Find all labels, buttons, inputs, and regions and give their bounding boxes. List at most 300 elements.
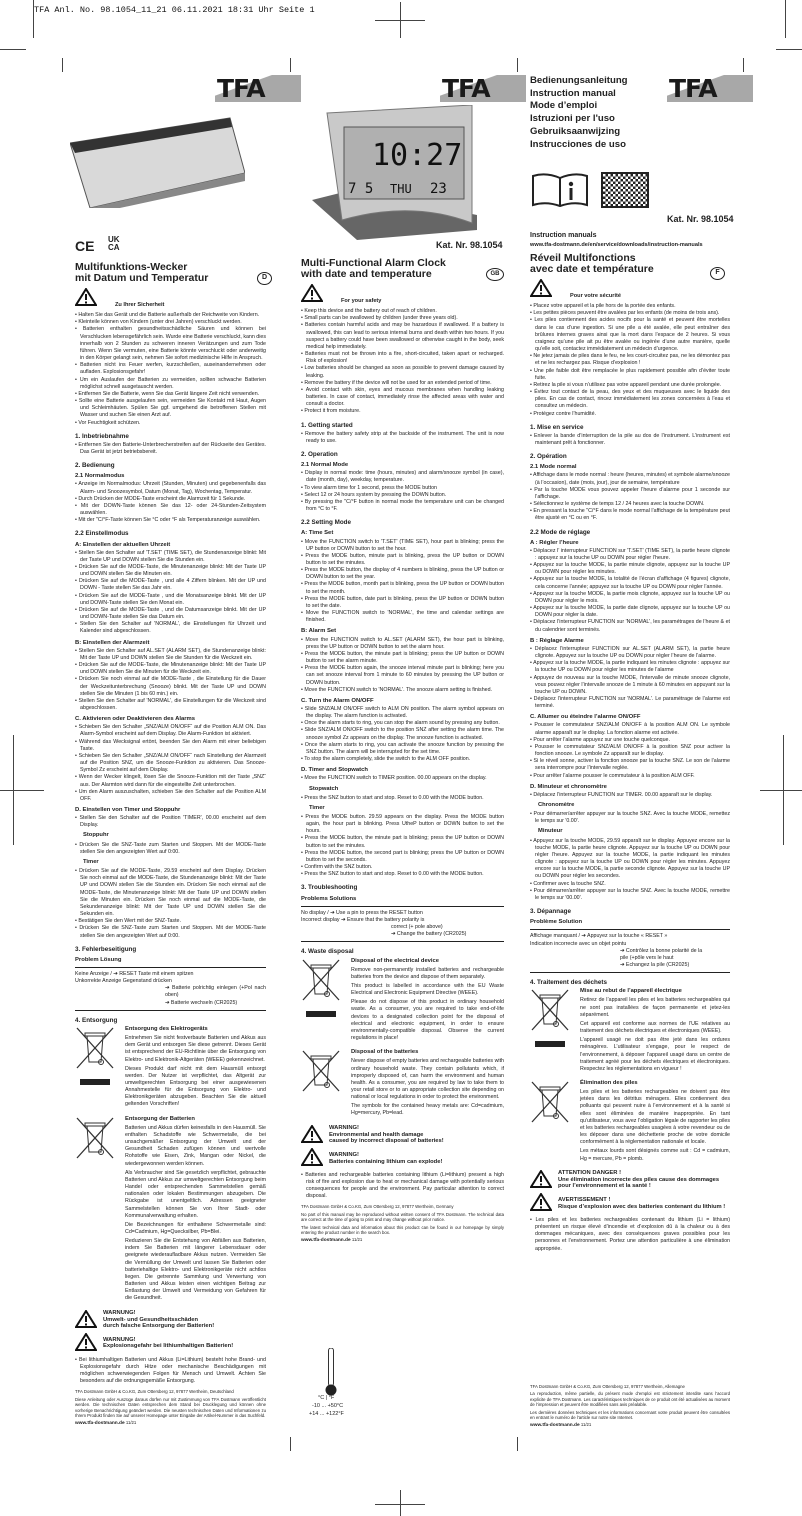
disposal-heading: Entsorgung der Batterien [125,1115,195,1122]
bullet-item: • Move the FUNCTION switch to 'T.SET' (TIME SET), hour part is blinking; press the UP button or DOWN button to set the hour. [301,538,504,552]
disposal-paragraph: Retirez de l’appareil les piles et les batteries rechargeables qui ne sont pas installées de façon permanente et jetez-les séparément. [580,997,730,1018]
bullet-item: • Stellen Sie den Schalter auf die Position 'TIMER', 00.00 erscheint auf dem Display. [75,815,266,829]
disposal-block [75,1026,266,1111]
bullet-item: • Schieben Sie den Schalter „SNZ/ALM ON/OFF“ nach Einstellung der Alarmzeit auf die Position SNZ, um die Snooze-Funktion zu aktivieren. Das Snooze-Symbol Zz erscheint auf dem Display. [75,752,266,774]
bullet-item: • Pour démarrer/arrêter appuyer sur la touche SNZ. Avec la touche MODE, remettre le temps sur '00.00'. [530,887,730,901]
subsection-heading: C. Aktivieren oder Deaktivieren des Alarms [75,716,196,723]
bullet-item: • Protect it from moisture. [301,408,361,415]
disposal-heading: Mise au rebut de l’appareil électrique [580,988,682,995]
bullet-item: • Press the MODE button. 29.59 appears on the display. Press the MODE button again, the hour part is blinking. Press UtheP button or DOWN button to set the hours. [301,814,504,835]
subsection-heading: D. Minuteur et chronomètre [530,783,607,790]
section-heading: 2. Bedienung [75,462,115,470]
language-title: Instruction manual [530,87,616,99]
section-heading: 1. Inbetriebnahme [75,432,129,440]
clock-time: 10:27 [372,138,463,173]
disposal-text [125,1116,266,1305]
bullet-item: • Slide SNZ/ALM ON/OFF switch to the position SNZ after setting the alarm time. The snooze symbol Zz appears on the display. The snooze function is activated. [301,727,504,741]
solution-row: ➔ Change the battery (CR2025) [391,931,467,938]
en-language-badge: GB [486,268,504,281]
warning-icon [301,1125,323,1146]
crossed-bin-icon [75,1026,119,1111]
bullet-item: • Drücken Sie auf die MODE-Taste , und alle 4 Ziffern blinken. Mit der UP und DOWN - Taste stellen Sie das Jahr ein. [75,578,266,592]
subsection-heading: 2.1 Normal Mode [301,462,349,469]
bullet-item: • Entfernen Sie den Batterie-Unterbrecherstreifen auf der Rückseite des Gerätes. Das Gerät ist jetzt betriebsbereit. [75,441,266,455]
bullet-item: • Bestätigen Sie den Wert mit der SNZ-Taste. [75,918,181,925]
bullet-item: • By pressing the "C/°F button in normal mode the temperature unit can be changed from °C to °F. [301,498,504,513]
footer-web [301,1237,504,1243]
disposal-paragraph: The symbols for the contained heavy metals are: Cd=cadmium, Hg=mercury, Pb=lead. [351,1103,504,1117]
crossed-bin-icon [530,1080,574,1165]
warning-text: WARNUNG! Explosionsgefahr bei lithiumhaltigen Batterien! [103,1336,234,1350]
language-title: Istruzioni per l'uso [530,113,615,125]
disposal-block [75,1116,266,1305]
bullet-item: • Kleinteile können von Kindern (unter drei Jahren) verschluckt werden. [75,319,242,326]
disposal-block [530,1080,730,1165]
logo-text: TFA [442,74,490,103]
disposal-paragraph: Les piles et les batteries rechargeables ne doivent pas être jetées dans les détritus ménagers. Elles contiennent des polluants qui peuvent nuire à l’environnement et à la santé si elles sont éliminées de manière inappropriée. En tant qu’utilisateur, vous avez l’obligation légale de rapporter les piles et les batteries rechargeables usagées à votre revendeur ou de les déposer dans une déchetterie proche de votre domicile conformément à la réglementation nationale et locale. [580,1089,730,1146]
bullet-item: • Appuyez sur la touche MODE, la partie date clignote, appuyez sur la touche UP ou DOWN pour régler la date. [530,605,730,619]
disposal-paragraph: Never dispose of empty batteries and rechargeable batteries with ordinary household waste. They contain pollutants which, if improperly disposed of, can harm the environment and human health. As a consumer, you are required by law to take them to your retail store or to an appropriate collection site depending on national or local regulations in order to protect the environment. [351,1058,504,1101]
temp-units: °C | °F [318,1395,335,1401]
warning-text: WARNING! Environmental and health damage caused by incorrect disposal of batteries! [329,1125,444,1145]
footer-line: Diese Anleitung oder Auszüge daraus dürfen nur mit Zustimmung von TFA Dostmann veröffentlicht werden. Die technischen Daten entsprechen dem Stand bei Drucklegung und können ohne vorherige Benachrichtigung geändert werden. Die neusten technischen Daten und Informationen zu Ihrem Produkt finden Sie auf unserer Homepage unter Eingabe der Artikel-Nummer in das Suchfeld. [75,1396,266,1418]
bullet-item: • Protégez contre l’humidité. [530,410,597,417]
bullet-item: • Slide SNZ/ALM ON/OFF switch to ALM ON position. The alarm symbol appears on the display. The alarm function is activated. [301,705,504,720]
subsection-heading: A: Time Set [301,530,334,537]
footer-line: TFA Dostmann GmbH & Co.KG, Zum Ottersberg 12, 97877 Wertheim, Allemagne [530,1384,685,1389]
logo-text: TFA [669,74,717,103]
bullet-item: • Display in normal mode: time (hours, minutes) and alarm/snooze symbol (in case), date (month, day), weekday, temperature. [301,470,504,484]
bullet-item: • Press the MODE button, the display of 4 numbers is blinking, press the UP button or DOWN button to set the year. [301,567,504,581]
bullet-item: • Les piles contiennent des acides nocifs pour la santé et peuvent être mortelles dans le cas d’une ingestion. Si une pile a été avalée, elle peut entraîner des brûlures internes graves ainsi que la mort dans l’espace de 2 heures. Si vous craignez qu’une pile ait pu être avalée ou ingérée d’une autre manière, quelle qu’elle soit, contactez immédiatement un médecin d’urgence. [530,317,730,353]
temp-range-f: +14 ... +122°F [309,1411,344,1417]
solution-row: ➔ Batterie polrichtig einlegen (+Pol nach oben) [165,985,266,999]
subheading: Stoppuhr [83,832,109,839]
crop-mark [785,0,786,38]
solution-row: ➔ Echangez la pile (CR2025) [620,961,690,968]
warning-text: ATTENTION DANGER ! Une élimination incorrecte des piles cause des dommages pour l’environnement et la santé ! [558,1170,720,1190]
manual-book-icon [531,172,589,208]
bullet-item: • Remove the battery if the device will not be used for an extended period of time. [301,379,492,386]
section-heading: 2. Operation [301,450,338,458]
bullet-item: • Appuyez sur la touche MODE, la partie mois clignote, appuyez sur la touche UP ou DOWN pour régler le mois. [530,590,730,604]
bullet-item: • Batteries and rechargeable batteries containing lithium (Li=lithium) present a high risk of fire and explosion due to heat or mechanical damage with potentially serious consequences for people and the environment. Pay particular attention to correct disposal. [301,1171,504,1200]
crop-mark [33,0,34,38]
crop-mark [290,58,291,72]
footer-line: No part of this manual may be reproduced without written consent of TFA Dostmann. The technical data are correct at the time of going to print and may change without prior notice. [301,1211,504,1223]
en-title: Multi-Functional Alarm Clock with date and temperature [301,257,446,280]
bullet-item: • Pour arrêter l’alarme pousser le commutateur à la position ALM OFF. [530,772,695,779]
bullet-item: • Avoid contact with skin, eyes and mucous membranes when handling leaking batteries. In case of contact, immediately rinse the affected areas with water and consult a doctor. [301,386,504,408]
bullet-item: • Press the MODE button, date part is blinking, press the UP button or DOWN button to set the date. [301,595,504,609]
safety-title: For your safety [341,298,382,304]
crop-mark [0,49,26,50]
crossed-bin-icon [530,988,574,1075]
bullet-item: • Déplacez l’interrupteur FUNCTION sur 'NORMAL'. Le paramétrage de l’alarme est terminé. [530,695,730,710]
bullet-item: • Press the SNZ button to start and stop. Reset to 0.00 with the MODE button. [301,794,484,801]
bullet-item: • Move the FUNCTION switch to TIMER position. 00.00 appears on the display. [301,775,487,782]
bullet-item: • Pousser le commutateur SNZ/ALM ON/OFF à la position SNZ pour activer la fonction snooze. Le symbole Zz apparaît sur le display. [530,743,730,758]
troubleshooting-table [75,967,266,1011]
bullet-item: • Drücken Sie noch einmal auf die MODE-Taste , die Einstellung für die Dauer der Weckzeitunterbrechung (Snooze) blinkt. Mit der Taste UP und DOWN stellen Sie die Minuten (1 bis 60 min.) ein. [75,676,266,697]
temp-range-c: -10 ... +50°C [312,1403,344,1409]
bullet-item: • Confirm with the SNZ button. [301,864,373,871]
subsection-heading: C. Allumer ou éteindre l’alarme ON/OFF [530,714,641,721]
crop-mark [783,735,784,845]
section-heading: 4. Waste disposal [301,948,354,956]
solution-row: ➔ Contrôlez la bonne polarité de la [620,947,703,954]
product-image-folded [70,113,245,208]
language-title: Mode d’emploi [530,100,598,112]
warning-notice [530,1170,730,1191]
crop-mark [776,49,802,50]
product-image-clock [312,105,477,240]
safety-heading [301,284,504,305]
language-title: Instrucciones de uso [530,138,626,150]
bullet-item: • Si le réveil sonne, activer la fonction snooze par la touche SNZ. Le son de l’alarme sera interrompre pour l’intervalle reglée. [530,758,730,772]
bullet-item: • Appuyez sur la touche MODE, 29.59 apparaît sur le display. Appuyez encore sur la touche MODE, la partie heure clignote. Appuyez sur la touche UP ou DOWN pour régler l’heure. Appuyez sur la touche MODE, la partie indiquant les minutes clignote : appuyez sur la touche UP ou DOWN pour régler les minutes. Appuyez encore sur la touche MODE, la partie seconde clignote. Appuyez sur la touche UP ou DOWN pour régler les secondes. [530,837,730,880]
footer [75,1389,266,1426]
svg-text:7 5: 7 5 [348,181,374,197]
tfa-logo [667,75,753,102]
bullet-item: • Déplacez l’ interrupteur FUNCTION sur 'T.SET' (TIME SET), la partie heure clignote : appuyez sur la touche UP ou DOWN pour régler l’heure. [530,547,730,561]
disposal-paragraph: Dieses Produkt darf nicht mit dem Hausmüll entsorgt werden. Der Nutzer ist verpflichtet, das Altgerät zur umweltgerechten Entsorgung bei einer ausgewiesenen Annahmestelle für die Entsorgung von Elektro- und Elektronikgeräten abzugeben. Beachten Sie die aktuell geltenden Vorschriften! [125,1065,266,1108]
bullet-item: • Während das Wecksignal ertönt, beenden Sie den Alarm mit einer beliebigen Taste. [75,738,266,752]
disposal-paragraph: Reduzieren Sie die Entstehung von Abfällen aus Batterien, indem Sie Batterien mit längerer Lebensdauer oder geeignete wiederaufladbare Akkus nutzen. Vermeiden Sie die Vermüllung der Umwelt und lassen Sie Batterien oder batteriehaltige Elektro- und Elektronikgeräte nicht achtlos liegen. Die getrennte Sammlung und Verwertung von Batterien und Akkus leisten einen wichtigen Beitrag zur Entlastung der Umwelt und Vermeidung von Gefahren für die Gesundheit. [125,1238,266,1302]
disposal-paragraph: Batterien und Akkus dürfen keinesfalls in den Hausmüll. Sie enthalten Schadstoffe wie Schwermetalle, die bei unsachgemäßer Entsorgung der Umwelt und der Gesundheit Schaden zufügen können und wertvolle Rohstoffe wie Eisen, Zink, Mangan oder Nickel, die wiedergewonnen werden können. [125,1124,266,1167]
disposal-paragraph: L’appareil usagé ne doit pas être jeté dans les ordures ménagères. L’utilisateur s’engage, pour le respect de l’environnement, à déposer l’appareil usagé dans un centre de traitement agréé pour les déchets électriques et électroniques. Respectez les réglementations en vigueur ! [580,1037,730,1072]
bullet-item: • Ne jetez jamais de piles dans le feu, ne les court-circuitez pas, ne les démontez pas et ne les rechargez pas. Risque d’explosion ! [530,353,731,367]
subsection-heading: A: Einstellen der aktuellen Uhrzeit [75,541,171,548]
footer-line: The latest technical data and information about this product can be found in our homepage by simply entering the product number in the search box. [301,1224,504,1236]
section-heading: 1. Getting started [301,421,353,429]
footer-line: La reproduction, même partielle, du présent mode d’emploi est strictement interdite sans l’accord explicite de TFA Dostmann. Les caractéristiques techniques de ce produit ont été actualisées au moment de l’impression et peuvent être modifiées sans avis préalable. [530,1391,730,1408]
disposal-block [301,958,504,1045]
bullet-item: • Keep this device and the battery out of reach of children. [301,308,437,315]
fr-language-badge: F [710,267,725,280]
thermometer-icon [325,1348,337,1398]
bullet-item: • Press the SNZ button to start and stop. Reset to 0.00 with the MODE button. [301,871,484,878]
crop-mark [517,1437,518,1451]
subheading: Minuteur [538,828,563,835]
footer-web [75,1420,266,1426]
de-column [75,286,266,1427]
crop-mark [290,1437,291,1451]
subsection-heading: B : Réglage Alarme [530,637,584,644]
bullet-item: • Déplacez l’interrupteur FUNCTION sur 'NORMAL', les paramétrages de l’heure & et du calendrier sont terminés. [530,619,730,633]
bullet-item: • Um ein Auslaufen der Batterien zu vermeiden, sollten schwache Batterien möglichst schnell ausgetauscht werden. [75,376,266,390]
bullet-item: • Stellen Sie den Schalter auf 'NORMAL', die Einstellungen für die Weckzeit sind abgeschlossen. [75,697,266,711]
section-heading: 2. Opération [530,453,567,461]
crop-mark [0,790,44,791]
bullet-item: • Batterien nicht ins Feuer werfen, kurzschließen, auseinandernehmen oder aufladen. Explosionsgefahr! [75,362,266,376]
warning-icon [530,1193,552,1214]
ce-mark: CE [75,238,95,254]
crossed-bin-icon [75,1116,119,1305]
warning-icon [75,1310,97,1331]
kat-nr: Kat. Nr. 98.1054 [667,214,734,224]
bullet-item: • Enlever la bande d’interruption de la pile au dos de l’instrument. L’instrument est maintenant prêt à fonctionner. [530,432,730,446]
svg-text:23: 23 [430,181,447,197]
disposal-text [125,1026,266,1111]
fr-footer [530,1380,730,1429]
bullet-item: • Les petites pièces peuvent être avalées par les enfants (de moins de trois ans). [530,310,720,317]
disposal-block [530,988,730,1075]
crop-mark [517,58,518,72]
troubleshooting-table [301,906,504,943]
instruction-manuals-link[interactable]: www.tfa-dostmann.de/en/service/downloads/instruction-manuals [530,242,703,248]
bullet-item: • Confirmer avec la touche SNZ. [530,880,606,887]
bullet-item: • Drücken Sie die SNZ-Taste zum Starten und Stoppen. Mit der MODE-Taste stellen Sie den angezeigten Wert auf 0:00. [75,841,266,855]
warning-icon [75,288,97,309]
bullet-item: • Déplacez l’interrupteur FUNCTION sur TIMER. 00.00 apparaît sur le display. [530,791,713,798]
bullet-item: • Évitez tout contact de la peau, des yeux et des muqueuses avec le liquide des piles. En cas de contact, rincez immédiatement les zones concernées à l’eau et consultez un médecin. [530,389,730,410]
crop-mark [13,735,14,845]
disposal-paragraph: Cet appareil est conforme aux normes de l’UE relatives au traitement des déchets électriques et électroniques (WEEE). [580,1020,730,1035]
crossed-bin-icon [301,958,345,1045]
safety-title: Zu Ihrer Sicherheit [115,302,165,308]
bullet-item: • Affichage dans le mode normal : heure (heures, minutes) et symbole alarme/snooze (à l’occasion), date (mois, jour), jour de semaine, température [530,472,730,486]
section-heading: 3. Dépannage [530,908,571,916]
disposal-paragraph: Die Bezeichnungen für enthaltene Schwermetalle sind: Cd=Cadmium, Hg=Quecksilber, Pb=Blei. [125,1221,266,1235]
bullet-item: • Sélectionnez le système de temps 12 / 24 heures avec la touche DOWN. [530,501,705,508]
bullet-item: • Les piles et les batteries rechargeables contenant du lithium (Li = lithium) présentent un risque élevé d’incendie et d’explosion dû à la chaleur ou à des dommages mécaniques, avec des conséquences graves possibles pour les personnes et l’environnement. Portez une attention particulière à une élimination appropriée. [530,1216,730,1252]
kat-nr: Kat. Nr. 98.1054 [436,240,503,250]
bullet-item: • Batteries must not be thrown into a fire, short-circuited, taken apart or recharged. Risk of explosion! [301,351,504,365]
section-heading: 4. Traitement des déchets [530,979,607,987]
subsection-heading: B: Einstellen der Alarmzeit [75,639,150,646]
section-heading: 2.2 Setting Mode [301,519,352,527]
bullet-item: • Drücken Sie auf die MODE-Taste , und die Monatsanzeige blinkt. Mit der UP und DOWN-Taste stellen Sie den Monat ein. [75,592,266,606]
subsection-heading: Problem Lösung [75,956,122,963]
bullet-item: • To stop the alarm completely, slide the switch to the ALM OFF position. [301,756,471,763]
subsection-heading: Problems Solutions [301,895,357,902]
section-heading: 1. Mise en service [530,423,584,431]
bullet-item: • Pour démarrer/arrêter appuyer sur la touche SNZ. Avec la touche MODE, remettez le temps sur '0.00'. [530,811,730,825]
bullet-item: • Move the FUNCTION switch to 'NORMAL'. The snooze alarm setting is finished. [301,686,493,693]
subsection-heading: B: Alarm Set [301,628,337,635]
subsection-heading: A : Régler l’heure [530,539,579,546]
bullet-item: • En pressant la touche "C/°F dans le mode normal l’affichage de la température peut être ajusté en °C ou en °F. [530,508,730,522]
section-heading: 4. Entsorgung [75,1016,118,1024]
disposal-text [580,1080,730,1165]
fr-column [530,277,730,1253]
disposal-text [351,958,504,1045]
disposal-text [580,988,730,1075]
subheading: Timer [309,804,325,811]
print-header: TFA Anl. No. 98.1054_11_21 06.11.2021 18:31 Uhr Seite 1 [34,5,315,15]
footer-web [530,1422,730,1428]
bullet-item: • Entfernen Sie die Batterie, wenn Sie das Gerät längere Zeit nicht verwenden. [75,390,260,397]
subsection-heading: Problème Solution [530,919,583,926]
crop-mark [400,2,401,38]
warning-icon [75,1333,97,1354]
disposal-paragraph: This product is labelled in accordance with the EU Waste Electrical and Electronic Equipment Directive (WEEE). [351,982,504,997]
bullet-item: • Drücken Sie auf die MODE-Taste, die Minutenanzeige blinkt: Mit der Taste UP und DOWN stellen Sie die Minuten für die Weckzeit ein. [75,662,266,676]
safety-title: Pour votre sécurité [570,293,621,299]
bullet-item: • Par la touche MODE vous pouvez appeler l’heure d’alarme pour 1 seconde sur l’affichage. [530,486,730,500]
subheading: Stopwatch [309,785,339,792]
footer [530,1384,730,1429]
section-heading: 2.2 Einstellmodus [75,530,129,538]
qr-code [601,172,649,208]
disposal-paragraph: Les métaux lourds sont désignés comme suit : Cd = cadmium, Hg = mercure, Pb = plomb. [580,1148,730,1162]
bullet-item: • Mit der DOWN-Taste können Sie das 12- oder 24-Stunden-Zeitsystem auswählen. [75,502,266,517]
troubleshooting-table [530,929,730,973]
website-link[interactable]: www.tfa-dostmann.de [530,1423,580,1429]
bullet-item: • Press the MODE button, the minute part is blinking; press the UP button or DOWN button to set the minutes. [301,835,504,849]
crop-mark [62,58,63,72]
bullet-item: • Drücken Sie auf die MODE-Taste, die Minutenanzeige blinkt: Mit der Taste UP und DOWN stellen Sie die Minuten ein. [75,564,266,578]
warning-text: WARNING! Batteries containing lithium can explode! [329,1151,443,1165]
bullet-item: • Wenn der Wecker klingelt, lösen Sie die Snooze-Funktion mit der Taste „SNZ“ aus. Der Alarmton wird dann für die eingestellte Zeit unterbrochen. [75,774,266,788]
bullet-item: • To view alarm time for 1 second, press the MODE button [301,484,438,491]
subsection-heading: D. Timer and Stopwatch [301,767,368,774]
warning-notice [75,1333,266,1354]
bullet-item: • Halten Sie das Gerät und die Batterie außerhalb der Reichweite von Kindern. [75,312,260,319]
bullet-item: • Move the FUNCTION switch to 'NORMAL', the time and calendar settings are finished. [301,610,504,624]
footer-line: Les dernières données techniques et les informations concernant votre produit peuvent être consultées en entrant le numéro de l’article sur notre site Internet. [530,1409,730,1421]
crossed-bin-icon [301,1049,345,1119]
subsection-heading: D. Einstellen von Timer und Stoppuhr [75,807,181,813]
crop-mark [400,1490,401,1516]
bullet-item: • Durch Drücken der MODE-Taste erscheint die Alarmzeit für 1 Sekunde. [75,495,246,502]
bullet-item: • Stellen Sie den Schalter auf 'NORMAL', die Einstellungen für Uhrzeit und Kalender sind abgeschlossen. [75,621,266,635]
bullet-item: • Drücken Sie die SNZ-Taste zum Starten und Stoppen. Mit der MODE-Taste stellen Sie den angezeigten Wert auf 0:00. [75,925,266,939]
bullet-item: • Select 12 or 24 hours system by pressing the DOWN button. [301,491,447,498]
footer-line: TFA Dostmann GmbH & Co.KG, Zum Ottersberg 12, 97877 Wertheim, Germany [301,1204,454,1210]
solution-row: ➔ Batterie wechseln (CR2025) [165,999,238,1006]
crop-mark [760,790,802,791]
bullet-item: • Press the MODE button again, the snooze interval minute part is blinking; here you can set snooze interval from 1 minute to 60 minutes by pressing the UP button or DOWN button. [301,665,504,686]
tfa-logo [215,75,301,102]
bullet-item: • Vor Feuchtigkeit schützen. [75,419,141,426]
disposal-block [301,1049,504,1119]
bullet-item: • Déplacez l’interrupteur FUNCTION sur AL.SET (ALARM SET), la partie heure clignote. Appuyez sur la touche UP ou DOWN pour régler l’heure de l’alarme. [530,645,730,660]
disposal-heading: Entsorgung des Elektrogeräts [125,1025,208,1032]
edition-date: 11/21 [351,1237,363,1243]
bullet-item: • Once the alarm starts to ring, you can stop the alarm sound by pressing any button. [301,720,500,727]
bullet-item: • Pousser le commutateur SNZ/ALM ON/OFF à la position ALM ON. Le symbole alarme apparaît sur le display. La fonction alarme est activée. [530,722,730,736]
tfa-logo [440,75,526,102]
warning-notice [301,1148,504,1169]
bullet-item: • Move the FUNCTION switch to AL.SET (ALARM SET), the hour part is blinking, press the UP button or DOWN button to set the alarm hour. [301,636,504,650]
subsection-heading: 2.1 Mode normal [530,464,577,471]
bullet-item: • Anzeige im Normalmodus: Uhrzeit (Stunden, Minuten) und gegebenenfalls das Alarm- und Snoozesymbol, Datum (Monat, Tag), Wochentag, Temperatur. [75,481,266,495]
language-title: Gebruiksaanwijzing [530,125,621,137]
svg-text:THU: THU [390,182,412,196]
de-title: Multifunktions-Wecker mit Datum und Temperatur [75,261,209,284]
problem-row: Unkorrekte Anzeige Gegenstand drücken [75,978,172,985]
subsection-heading: C. Turn the Alarm ON/OFF [301,697,374,704]
bullet-item: • Batteries contain harmful acids and may be hazardous if swallowed. If a battery is swallowed, this can lead to serious internal burns and death within two hours. If you suspect a battery could have been swallowed or otherwise caught in the body, seek medical help immediately. [301,322,504,350]
bullet-item: • Batterien enthalten gesundheitsschädliche Säuren und können bei Verschlucken lebensgefährlich sein. Wurde eine Batterie verschluckt, kann dies innerhalb von 2 Stunden zu schweren inneren Verätzungen und zum Tode führen. Wenn Sie vermuten, eine Batterie könnte verschluckt oder anderweitig in den Körper gelangt sein, nehmen Sie sofort medizinische Hilfe in Anspruch. [75,326,266,362]
solution-row: correct (+ pole above) [391,924,443,931]
warning-icon [530,279,552,300]
bullet-item: • Une pile faible doit être remplacée le plus rapidement possible afin d’éviter toute fuite. [530,367,730,381]
bullet-item: • Press the MODE button, minute part is blinking, press the UP button or DOWN button to set the minutes. [301,552,504,566]
bullet-item: • Once the alarm starts to ring, you can activate the snooze function by pressing the SNZ button. The alarm will be interrupted for the set time. [301,741,504,755]
problem-row: Keine Anzeige / ➔ RESET Taste mit einem spitzen [75,970,194,977]
section-heading: 3. Troubleshooting [301,884,358,892]
disposal-paragraph: Please do not dispose of this product in ordinary household waste. As a consumer, you are required to take end-of-life devices to a designated collection point for the disposal of electrical and electronic equipment, in order to ensure environmentally-compatible disposal. Observe the current regulations in place! [351,999,504,1042]
warning-icon [301,284,323,305]
logo-text: TFA [217,74,265,103]
bullet-item: • Stellen Sie den Schalter auf 'T.SET' (TIME SET), die Stundenanzeige blinkt: Mit der Taste UP und DOWN stellen Sie die Stunden ein. [75,549,266,563]
bullet-item: • Appuyez sur la touche MODE, la partie minute clignote, appuyez sur la touche UP ou DOWN pour régler les minutes. [530,562,730,576]
solution-row: pile (+pôle vers le haut [620,954,674,961]
disposal-heading: Disposal of the batteries [351,1049,419,1056]
language-list [530,75,628,151]
website-link[interactable]: www.tfa-dostmann.de [301,1238,351,1244]
bullet-item: • Appuyez sur la touche MODE, la partie indiquant les minutes clignote : appuyez sur la touche UP ou DOWN pour régler les minutes de l’alarme [530,660,730,674]
subheading: Timer [83,858,99,865]
edition-date: 11/21 [580,1422,592,1428]
language-title: Bedienungsanleitung [530,75,628,86]
bullet-item: • Appuyez sur la touche MODE, la totalité de l’écran d’affichage (4 figures) clignote, cela concerne l’année; appuyez sur la touche UP ou DOWN pour régler l’année. [530,576,730,590]
subheading: Chronomètre [538,802,575,808]
bullet-item: • Retirez la pile si vous n’utilisez pas votre appareil pendant une durée prolongée. [530,381,722,388]
bullet-item: • Placez votre appareil et la pile hors de la portée des enfants. [530,303,676,310]
bullet-item: • Um den Alarm auszuschalten, schieben Sie den Schalter auf die Position ALM OFF. [75,788,266,802]
bullet-item: • Press the MODE button, the minute part is blinking; press the UP button or DOWN button to set the alarm minute. [301,650,504,665]
bullet-item: • Small parts can be swallowed by children (under three years old). [301,315,458,322]
disposal-paragraph: Entnehmen Sie nicht festverbaute Batterien und Akkus aus dem Gerät und entsorgen Sie diese getrennt. Dieses Gerät ist entsprechend der EU-Richtlinie über die Entsorgung von Elektro- und Elektronik-Altgeräten (WEEE) gekennzeichnet. [125,1035,266,1063]
bullet-item: • Remove the battery safety strip at the backside of the instrument. The unit is now ready to use. [301,430,504,444]
website-link[interactable]: www.tfa-dostmann.de [75,1421,125,1427]
fr-title: Réveil Multifonctions avec date et température [530,252,654,275]
problem-row: Affichage manquant / ➔ Appuyez sur la touche « RESET » [530,933,668,940]
bullet-item: • Drücken Sie auf die MODE-Taste , und die Datumsanzeige blinkt. Mit der UP und DOWN-Taste stellen Sie das Datum ein. [75,606,266,621]
bullet-item: • Low batteries should be changed as soon as possible to prevent damage caused by leaking. [301,365,504,379]
footer-line: TFA Dostmann GmbH & Co.KG, Zum Ottersberg 12, 97877 Wertheim, Deutschland [75,1389,234,1395]
warning-text: WARNUNG! Umwelt- und Gesundheitsschäden durch falsche Entsorgung der Batterien! [103,1309,215,1330]
bullet-item: • Stellen Sie den Schalter auf AL.SET (ALARM SET), die Stundenanzeige blinkt: Mit der Taste UP und DOWN stellen Sie die Stunden für die Weckzeit ein. [75,647,266,661]
bullet-item: • Press the MODE button, the second part is blinking; press the UP button or DOWN button to set the seconds. [301,849,504,863]
warning-text: AVERTISSEMENT ! Risque d’explosion avec des batteries contenant du lithium ! [558,1197,726,1210]
bullet-item: • Schieben Sie den Schalter „SNZ/ALM ON/OFF“ auf die Position ALM ON. Das Alarm-Symbol erscheint auf dem Display. Die Alarm-Funktion ist aktiviert. [75,724,266,738]
footer [301,1204,504,1243]
ukca-mark: UK CA [108,235,120,252]
bullet-item: • Mit der "C/°F-Taste können Sie °C oder °F als Temperaturanzeige auswählen. [75,517,261,524]
problem-row: Indication incorrecte avec un objet pointu [530,940,627,947]
safety-heading [75,288,266,309]
bullet-item: • Sollte eine Batterie ausgelaufen sein, vermeiden Sie Kontakt mit Haut, Augen und Schleimhäuten. Spülen Sie ggf. umgehend die betroffenen Stellen mit Wasser und suchen Sie einen Arzt auf. [75,398,266,419]
disposal-paragraph: Remove non-permanently installed batteries and rechargeable batteries from the device and dispose of them separately. [351,966,504,980]
en-column [301,282,504,1244]
bullet-item: • Pour arrêter l’alarme appuyez sur une touche quelconque. [530,736,670,743]
warning-notice [301,1125,504,1146]
disposal-heading: Élimination des piles [580,1080,638,1086]
instruction-manuals-title: Instruction manuals [530,232,597,239]
bullet-item: • Bei lithiumhaltigen Batterien und Akkus (Li=Lithium) besteht hohe Brand- und Explosionsgefahr durch Hitze oder mechanische Beschädigungen mit möglichen schwerwiegenden Folgen für Mensch und Umwelt. Achten Sie besonders auf die ordnungsgemäße Entsorgung. [75,1356,266,1385]
bullet-item: • Appuyez de nouveau sur la touche MODE, l’intervalle de minute snooze clignote, vous pouvez régler l’intervalle snooze de 1 minute à 60 minutes en appuyant sur la touche UP ou DOWN. [530,674,730,695]
disposal-text [351,1049,504,1119]
warning-notice [530,1193,730,1214]
problem-row: Incorrect display ➔ Ensure that the battery polarity is [301,916,425,923]
crop-mark [743,58,744,72]
warning-icon [301,1148,323,1169]
bullet-item: • Press the MODE button, month part is blinking, press the UP button or DOWN button to set the month. [301,581,504,595]
section-heading: 2.2 Mode de réglage [530,528,591,536]
warning-icon [530,1170,552,1191]
edition-date: 11/21 [125,1420,137,1426]
subsection-heading: 2.1 Normalmodus [75,473,125,480]
disposal-paragraph: Als Verbraucher sind Sie gesetzlich verpflichtet, gebrauchte Batterien und Akkus zur umweltgerechten Entsorgung beim Handel oder entsprechenden Sammelstellen gemäß nationalen oder lokalen Bestimmungen abzugeben. Die Rückgabe ist unentgeltlich. Adressen geeigneter Sammelstellen können Sie von Ihrer Stadt- oder Kommunalverwaltung erhalten. [125,1169,266,1219]
problem-row: No display / ➔ Use a pin to press the RESET button [301,909,423,916]
warning-notice [75,1310,266,1331]
safety-heading [530,279,730,300]
